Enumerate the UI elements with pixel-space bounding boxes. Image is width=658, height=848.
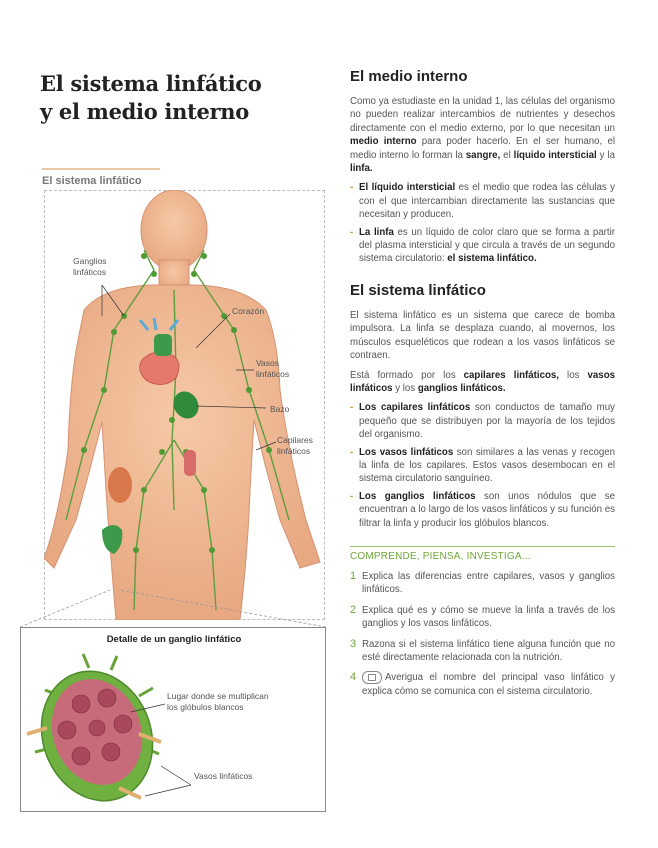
bold-term: linfa. [350,163,373,175]
list-item: - La linfa es un líquido de color claro que se forma a partir del plasma intersticial y que circula a través de un segundo sistema circulatorio: el sistema linfático. [350,226,615,265]
page-title [40,70,310,126]
bold-term: capilares linfáticos, [463,369,559,381]
label-vasos: Vasos linfáticos [256,358,290,379]
label-capilares: Capilares linfáticos [277,435,313,456]
detail-title: Detalle de un ganglio linfático [106,634,242,645]
text-segment: es un líquido de color claro que se forma a partir del plasma intersticial y que circula a través de un segundo sistema circulatorio: [359,226,615,265]
label-ganglios: Ganglios linfáticos [73,256,107,277]
heart [140,352,179,385]
text-segment: los [558,369,588,381]
bold-term: La linfa [359,226,394,238]
paragraph-sistema-2 [350,369,615,396]
figure-label-rule [42,168,160,170]
intestine [184,450,196,476]
question-text: Explica qué es y cómo se mueve la linfa a través de los ganglios y los vasos linfáticos. [362,604,615,630]
title-line-1: El sistema linfático [40,71,262,96]
bold-term: vasos linfáticos [350,369,615,394]
text-segment: y la [596,149,615,161]
text-segment: y los [392,382,418,394]
text-segment: para poder hacerlo. En el ser humano, el medio interno lo forman la [350,136,615,161]
bold-term: El líquido intersticial [359,182,456,194]
thymus [154,334,172,356]
bold-term: Los ganglios linfáticos [359,490,476,502]
detail-label-vasos: Vasos linfáticos [194,771,253,781]
question-2 [350,604,615,631]
bold-term: Los capilares linfáticos [359,402,471,414]
detail-box [20,627,326,812]
medio-list [350,181,615,265]
list-item: - El líquido intersticial es el medio que rodea las células y con el que intercambian directamente las sustancias que necesitan y producen. [350,182,615,221]
comprende-rule [350,546,615,547]
bold-term: sangre, [465,149,501,161]
heading-medio-interno: El medio interno [350,68,468,85]
question-number: 3 [350,637,357,650]
question-3 [350,638,615,665]
research-icon [362,671,382,684]
lymph-node-detail [21,648,327,810]
question-number: 2 [350,603,357,616]
question-text: Razona si el sistema linfático tiene alguna función que no esté directamente relacionada con la nutrición. [362,638,615,663]
text-segment: son unos nódulos que se encuentran a lo largo de los vasos linfáticos y su función es filtrar la linfa y producir los glóbulos blancos. [359,490,615,529]
text-segment: el [500,149,514,161]
figure-label-block [42,168,162,187]
list-item: - Los vasos linfáticos son similares a las venas y recogen la linfa de los capilares. Estos vasos desembocan en el sistema circulatorio sanguíneo. [350,446,615,485]
bold-term: ganglios linfáticos. [417,382,506,394]
question-text: Averigua el nombre del principal vaso linfático y explica cómo se comunica con el sistema circulatorio. [362,672,615,697]
paragraph-medio-interno [350,95,615,175]
question-text: Explica las diferencias entre capilares, vasos y ganglios linfáticos. [362,570,615,596]
question-number: 4 [350,671,357,684]
list-item: - Los capilares linfáticos son conductos de tamaño muy pequeño que se distribuyen por la mayoría de los tejidos del organismo. [350,402,615,441]
comprende-title: COMPRENDE, PIENSA, INVESTIGA... [350,550,531,562]
bold-term: Los vasos linfáticos [359,446,454,458]
bold-term: líquido intersticial [513,149,597,161]
label-bazo: Bazo [270,404,290,414]
question-number: 1 [350,569,357,582]
question-1 [350,570,615,597]
bold-term: medio interno [350,136,417,148]
title-line-2: y el medio interno [40,99,249,124]
paragraph-sistema-1: El sistema linfático es un sistema que carece de bomba impulsora. La linfa se desplaza cuando, al movernos, los músculos esqueléticos que rodean a los vasos linfáticos se contraen. [350,309,615,362]
detail-connector [20,590,330,630]
figure-label: El sistema linfático [42,175,142,187]
sistema-list [350,401,615,530]
text-segment: son conductos de tamaño muy pequeño que se distribuyen por la mayoría de los tejidos del organismo. [359,402,615,441]
list-item: - Los ganglios linfáticos son unos nódulos que se encuentran a lo largo de los vasos linfáticos y su función es filtrar la linfa y producir los glóbulos blancos. [350,490,615,529]
heading-sistema-linfatico: El sistema linfático [350,281,486,299]
text-segment: Está formado por los [350,369,464,381]
text-segment: es el medio que rodea las células y con el que intercambian directamente las sustancias que necesitan y producen. [359,182,615,221]
appendix-tissue [108,467,132,503]
detail-label-lugar: Lugar donde se multiplican los glóbulos blancos [167,691,269,712]
bold-term: el sistema linfático. [447,253,537,265]
right-column [350,68,615,705]
label-corazon: Corazón [232,306,265,316]
question-4 [350,671,615,698]
text-segment: son similares a las venas y recogen la linfa de los capilares. Estos vasos desembocan en el sistema circulatorio sanguíneo. [359,446,615,485]
text-segment: Como ya estudiaste en la unidad 1, las células del organismo no pueden realizar intercambios de nutrientes y desechos directamente con el medio externo, por lo que necesitan un [350,96,615,134]
